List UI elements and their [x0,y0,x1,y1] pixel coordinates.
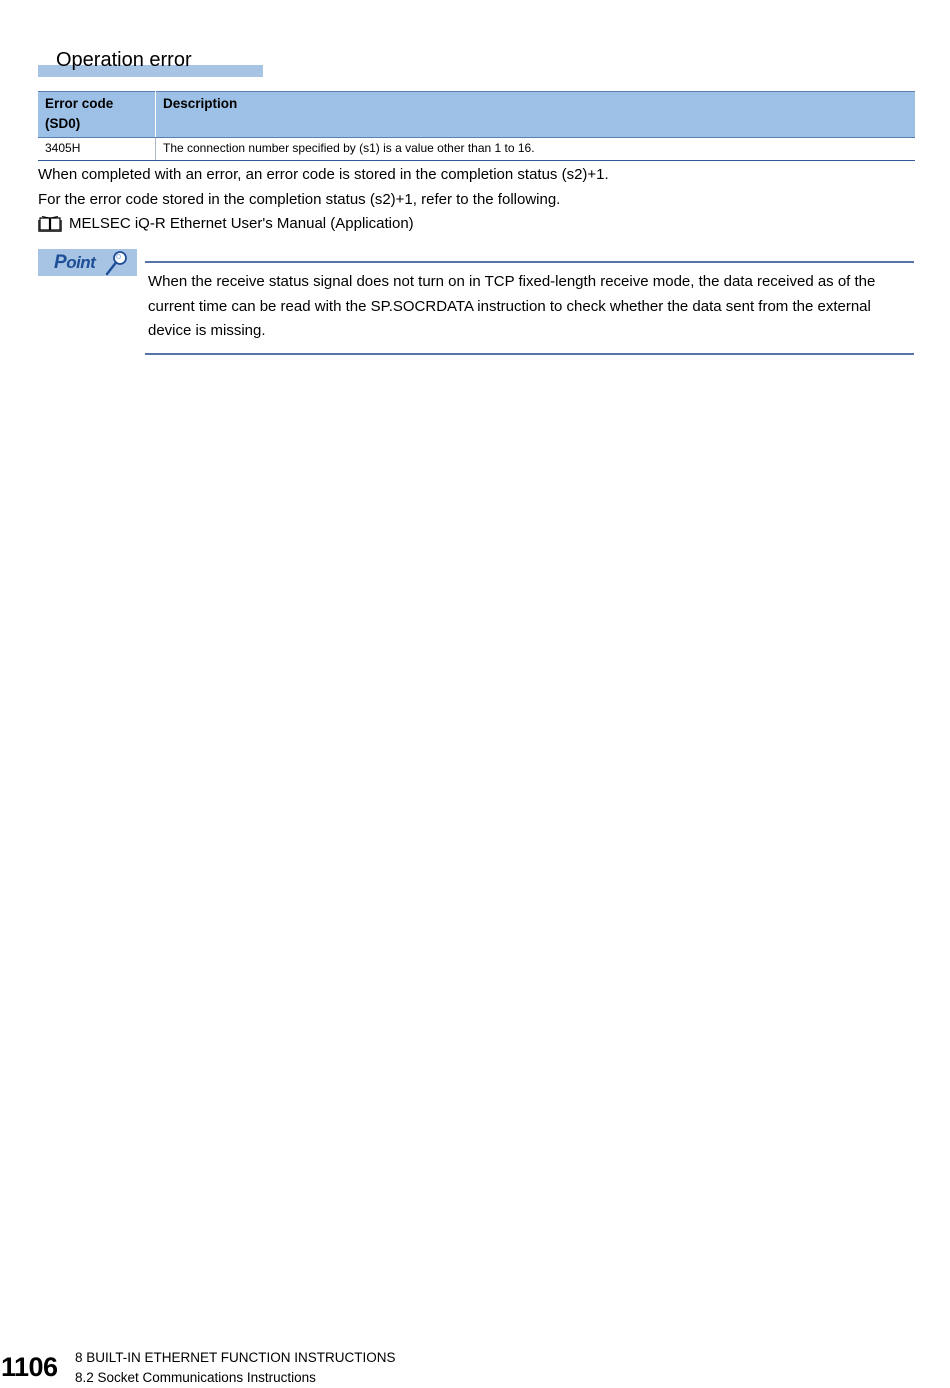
point-top-rule [145,261,914,263]
footer-chapter: 8 BUILT-IN ETHERNET FUNCTION INSTRUCTIONS [75,1350,396,1365]
header-error-code-line2: (SD0) [45,116,81,131]
magnifier-icon [104,250,130,276]
manual-reference-link[interactable]: MELSEC iQ-R Ethernet User's Manual (Application) [69,215,414,232]
paragraph-error-code: When completed with an error, an error code is stored in the completion status (s2)+1. [38,166,609,183]
table-row [38,138,915,161]
error-code-cell: 3405H [38,138,156,161]
error-table [38,91,915,161]
header-description: Description [156,92,916,138]
manual-book-icon [38,215,62,232]
footer-section: 8.2 Socket Communications Instructions [75,1370,316,1385]
section-title: Operation error [56,49,192,71]
point-label [54,252,95,274]
header-error-code-line1: Error code [45,96,114,111]
table-header-row [38,92,915,138]
point-bottom-rule [145,353,914,355]
error-description-cell: The connection number specified by (s1) is a value other than 1 to 16. [156,138,916,161]
point-text: When the receive status signal does not turn on in TCP fixed-length receive mode, the data received as of the current time can be read with the SP.SOCRDATA instruction to check whether the data sent from the external device is missing. [148,273,876,339]
point-label-p: P [54,252,67,273]
point-badge [38,249,137,276]
header-error-code [38,92,156,138]
paragraph-refer: For the error code stored in the completion status (s2)+1, refer to the following. [38,191,561,208]
page-number: 1106 [1,1352,58,1382]
point-label-rest: oint [66,253,96,272]
